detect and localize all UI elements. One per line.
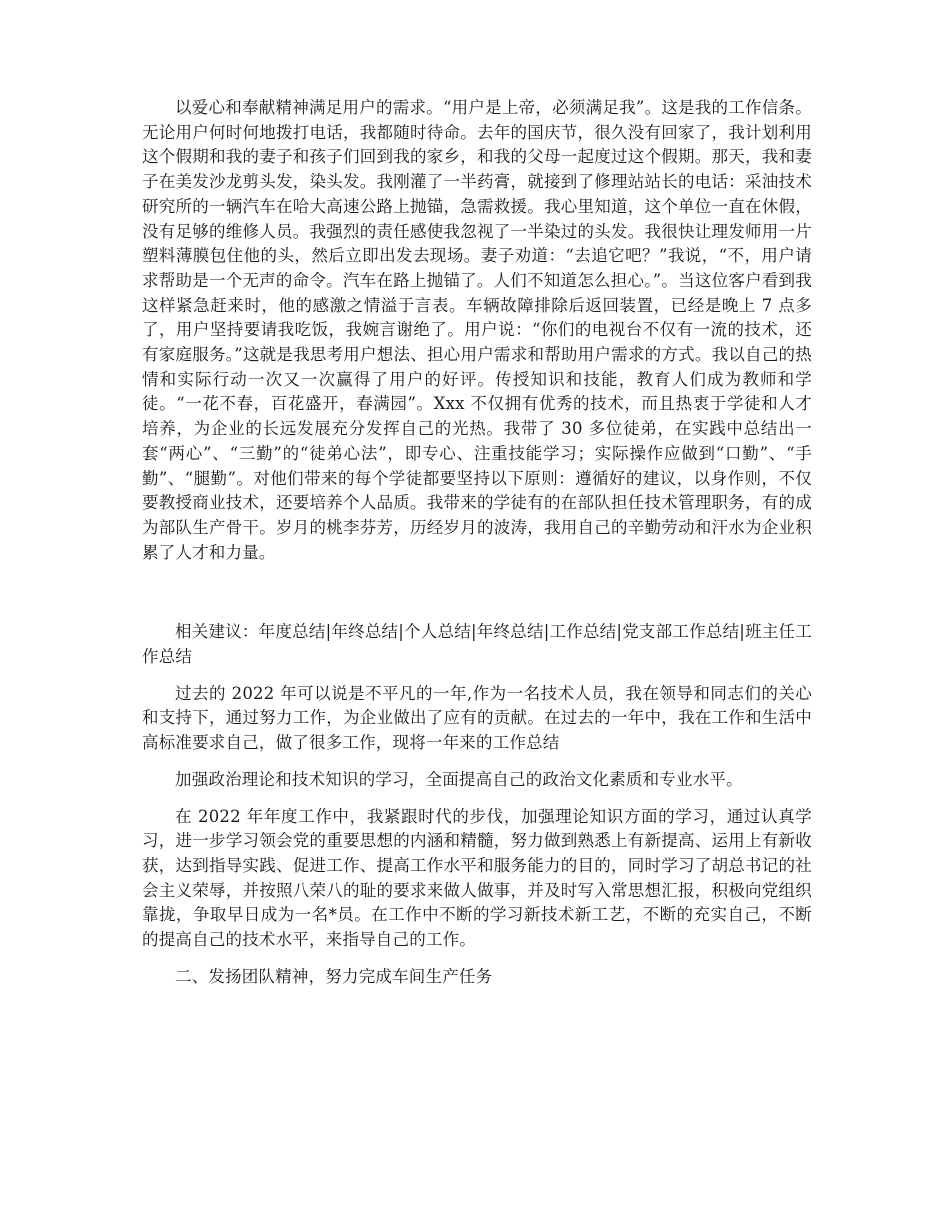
paragraph-section-heading: 加强政治理论和技术知识的学习，全面提高自己的政治文化素质和专业水平。: [175, 769, 743, 789]
paragraph-related-suggestions: 相关建议：年度总结|年终总结|个人总结|年终总结|工作总结|党支部工作总结|班主任工作总结: [142, 622, 812, 667]
paragraph-section-two-heading: 二、发扬团队精神，努力完成车间生产任务: [175, 966, 493, 986]
paragraph-intro: 过去的 2022 年可以说是不平凡的一年,作为一名技术人员，我在领导和同志们的关心和支持下，通过努力工作，为企业做出了应有的贡献。在过去的一年中，我在工作和生活中高标准要求自己，做了很多工作，现将一年来的工作总结: [142, 683, 812, 753]
paragraph-service-story: 以爱心和奉献精神满足用户的需求。“用户是上帝，必须满足我”。这是我的工作信条。无论用户何时何地拨打电话，我都随时待命。去年的国庆节，很久没有回家了，我计划利用这个假期和我的妻子和孩子们回到我的家乡，和我的父母一起度过这个假期。那天，我和妻子在美发沙龙剪头发，染头发。我刚灌了一半药膏，就接到了修理站站长的电话：采油技术研究所的一辆汽车在哈大高速公路上抛锚，急需救援。我心里知道，这个单位一直在休假，没有足够的维修人员。我强烈的责任感使我忽视了一半染过的头发。我很快让理发师用一片塑料薄膜包住他的头，然后立即出发去现场。妻子劝道：“去追它吧？”我说，“不，用户请求帮助是一个无声的命令。汽车在路上抛锚了。人们不知道怎么担心。”。当这位客户看到我这样紧急赶来时，他的感激之情溢于言表。车辆故障排除后返回装置，已经是晚上 7 点多了，用户坚持要请我吃饭，我婉言谢绝了。用户说：“你们的电视台不仅有一流的技术，还有家庭服务。”这就是我思考用户想法、担心用户需求和帮助用户需求的方式。我以自己的热情和实际行动一次又一次赢得了用户的好评。传授知识和技能，教育人们成为教师和学徒。“一花不春，百花盛开，春满园”。Xxx 不仅拥有优秀的技术，而且热衷于学徒和人才培养，为企业的长远发展充分发挥自己的光热。我带了 30 多位徒弟，在实践中总结出一套“两心”、“三勤”的“徒弟心法”，即专心、注重技能学习；实际操作应做到“口勤”、“手勤”、“腿勤”。对他们带来的每个学徒都要坚持以下原则：遵循好的建议，以身作则，不仅要教授商业技术，还要培养个人品质。我带来的学徒有的在部队担任技术管理职务，有的成为部队生产骨干。岁月的桃李芬芳，历经岁月的波涛，我用自己的辛勤劳动和汗水为企业积累了人才和力量。: [142, 98, 812, 562]
paragraph-study: 在 2022 年年度工作中，我紧跟时代的步伐，加强理论知识方面的学习，通过认真学习，进一步学习领会党的重要思想的内涵和精髓，努力做到熟悉上有新提高、运用上有新收获，达到指导实践、促进工作、提高工作水平和服务能力的目的，同时学习了胡总书记的社会主义荣辱，并按照八荣八的耻的要求来做人做事，并及时写入常思想汇报，积极向党组织靠拢，争取早日成为一名*员。在工作中不断的学习新技术新工艺，不断的充实自己，不断的提高自己的技术水平，来指导自己的工作。: [142, 806, 812, 950]
document-body: [142, 96, 812, 990]
